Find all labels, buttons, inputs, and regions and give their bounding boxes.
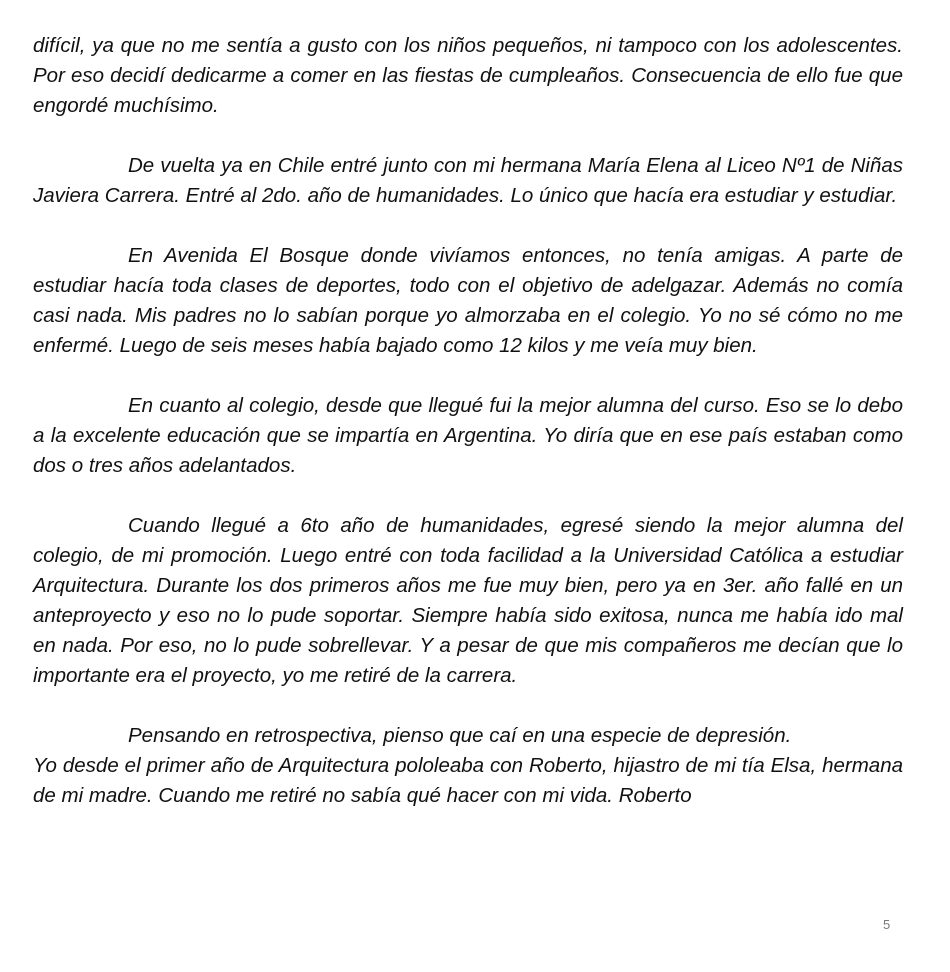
document-page [33,31,903,811]
paragraph-2: De vuelta ya en Chile entré junto con mi hermana María Elena al Liceo Nº1 de Niñas Javiera Carrera. Entré al 2do. año de humanidades. Lo único que hacía era estudiar y estudiar. [33,154,903,207]
paragraph-5: Cuando llegué a 6to año de humanidades, egresé siendo la mejor alumna del colegio, de mi promoción. Luego entré con toda facilidad a la Universidad Católica a estudiar Arquitectura. Durante los dos primeros años me fue muy bien, pero ya en 3er. año fallé en un anteproyecto y eso no lo pude soportar. Siempre había sido exitosa, nunca me había ido mal en nada. Por eso, no lo pude sobrellevar. Y a pesar de que mis compañeros me decían que lo importante era el proyecto, yo me retiré de la carrera. [33,514,903,687]
paragraph-3: En Avenida El Bosque donde vivíamos entonces, no tenía amigas. A parte de estudiar hacía toda clases de deportes, todo con el objetivo de adelgazar. Además no comía casi nada. Mis padres no lo sabían porque yo almorzaba en el colegio. Yo no sé cómo no me enfermé. Luego de seis meses había bajado como 12 kilos y me veía muy bien. [33,244,903,357]
paragraph-7: Yo desde el primer año de Arquitectura pololeaba con Roberto, hijastro de mi tía Elsa, hermana de mi madre. Cuando me retiré no sabía qué hacer con mi vida. Roberto [33,754,903,807]
paragraph-6: Pensando en retrospectiva, pienso que caí en una especie de depresión. [128,724,792,747]
page-number: 5 [883,917,891,932]
paragraph-1: difícil, ya que no me sentía a gusto con los niños pequeños, ni tampoco con los adolescentes. Por eso decidí dedicarme a comer en las fiestas de cumpleaños. Consecuencia de ello fue que engordé muchísimo. [33,34,903,117]
paragraph-4: En cuanto al colegio, desde que llegué fui la mejor alumna del curso. Eso se lo debo a la excelente educación que se impartía en Argentina. Yo diría que en ese país estaban como dos o tres años adelantados. [33,394,903,477]
